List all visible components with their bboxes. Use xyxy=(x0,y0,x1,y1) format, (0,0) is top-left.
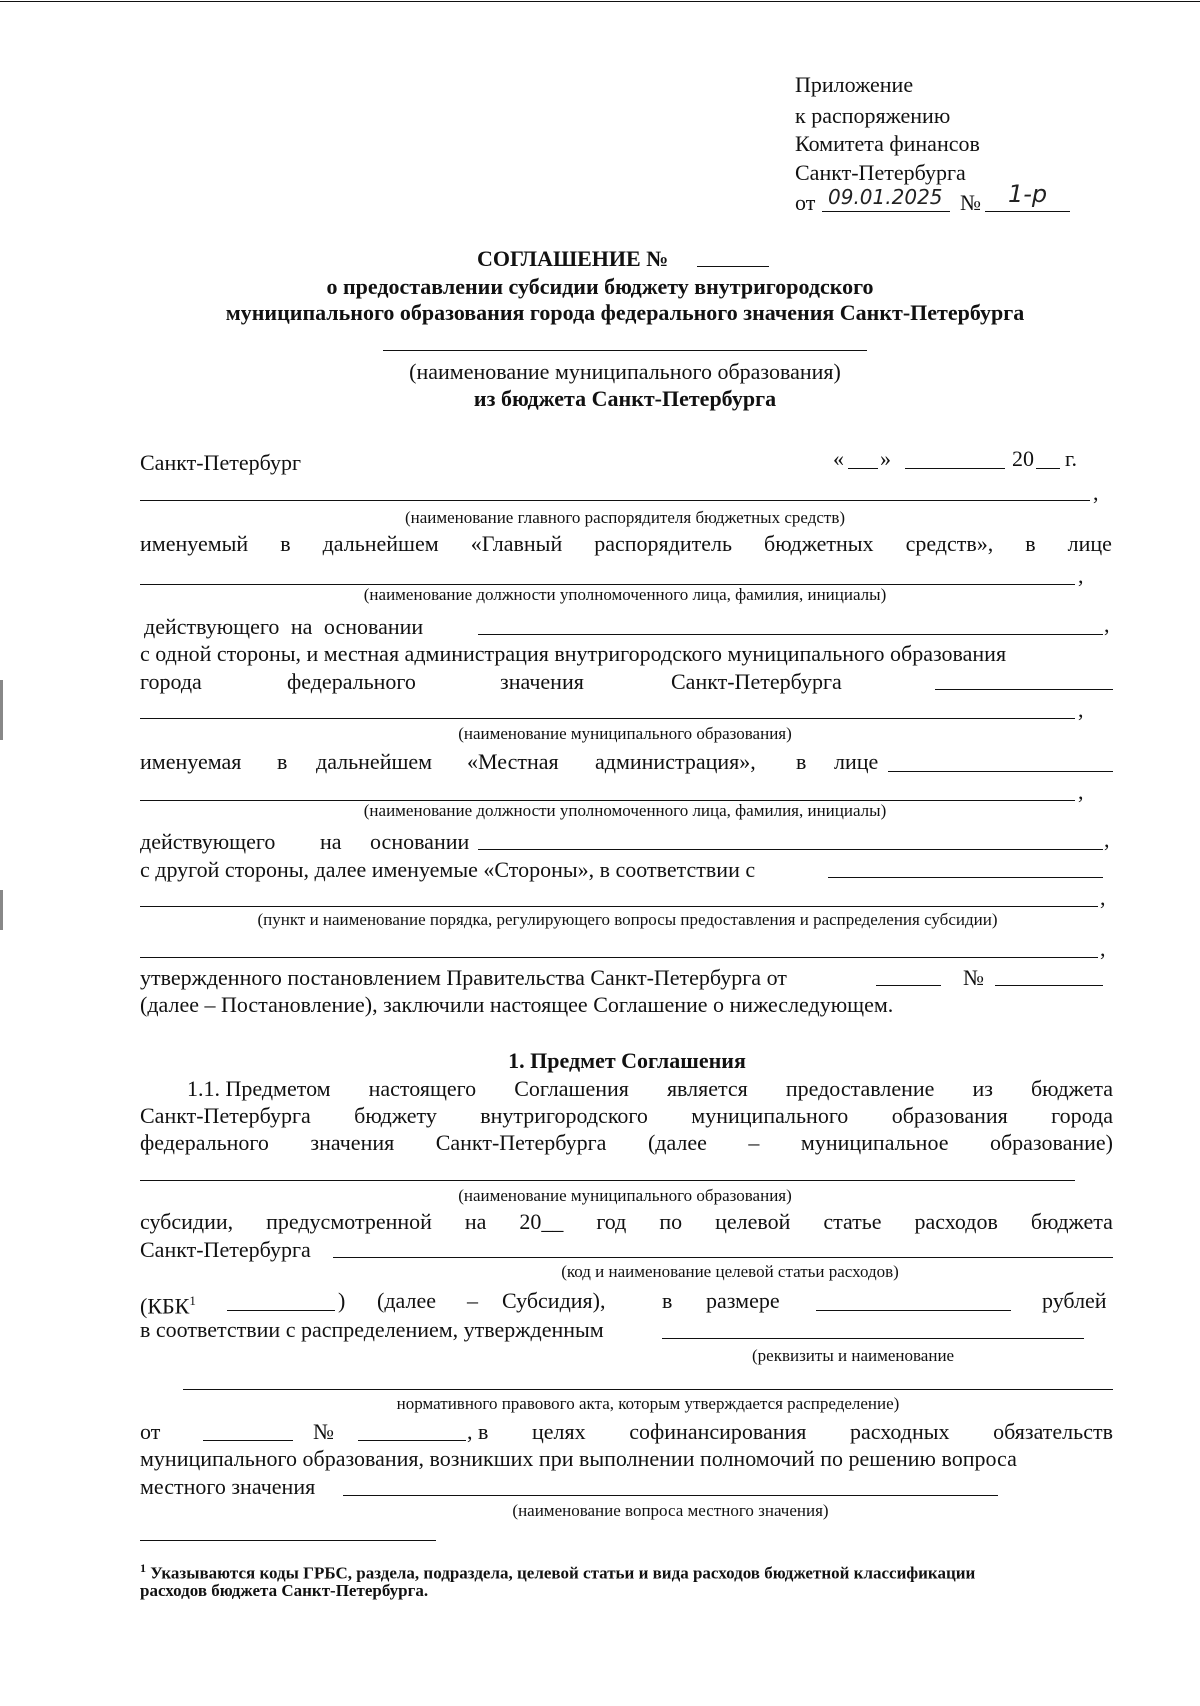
approved-date-blank xyxy=(876,985,941,986)
section-1-p3 xyxy=(140,1130,1113,1156)
city-mo-comma: , xyxy=(1078,697,1084,722)
named2-w6: в xyxy=(796,749,807,774)
appendix-date-handwritten: 09.01.2025 xyxy=(828,185,943,209)
appendix-number-handwritten: 1-р xyxy=(1008,180,1048,208)
word: федерального xyxy=(140,1130,269,1155)
word: муниципальное xyxy=(800,1130,949,1155)
word: лице xyxy=(1067,531,1112,556)
order-caption: (пункт и наименование порядка, регулирующего вопросы предоставления и распределения субсидии) xyxy=(257,910,998,929)
word: из xyxy=(972,1076,993,1101)
appendix-line-1: Приложение xyxy=(795,72,914,97)
word: является xyxy=(666,1076,748,1101)
npa-caption: нормативного правового акта, которым утверждается распределение) xyxy=(396,1394,900,1413)
p8-ot: от xyxy=(140,1419,161,1444)
order-comma-1: , xyxy=(1100,885,1106,910)
word: год xyxy=(596,1209,627,1234)
word: Соглашения xyxy=(514,1076,629,1101)
section-1-p8-rest xyxy=(467,1419,1113,1445)
city-w4: Санкт-Петербурга xyxy=(671,669,842,694)
city-mo-blank-2 xyxy=(140,718,1075,719)
word: значения xyxy=(310,1130,395,1155)
word: софинансирования xyxy=(629,1419,807,1444)
official-2-blank-1 xyxy=(888,771,1113,772)
word: именуемый xyxy=(140,531,249,556)
other-side-blank-1 xyxy=(828,877,1103,878)
requisites-blank xyxy=(662,1338,1084,1339)
acting-1-blank xyxy=(478,634,1103,635)
named2-w2: в xyxy=(277,749,288,774)
grbs-comma: , xyxy=(1093,480,1099,505)
approved-number-blank xyxy=(995,985,1103,986)
word: образования xyxy=(891,1103,1008,1128)
appendix-number-line xyxy=(985,211,1070,212)
kbk-text: (КБК xyxy=(140,1293,190,1319)
word: бюджета xyxy=(1030,1076,1113,1101)
named2-w3: дальнейшем xyxy=(316,749,433,774)
date-quote-close: » xyxy=(880,446,891,471)
rubles-label: рублей xyxy=(1042,1288,1107,1313)
named-grbs-line xyxy=(140,531,1112,557)
amount-blank xyxy=(816,1310,1011,1311)
approved-number-sign: № xyxy=(963,965,984,990)
footnote-separator xyxy=(140,1540,436,1541)
title-line-4: из бюджета Санкт-Петербурга xyxy=(473,386,777,411)
named2-w5: администрация», xyxy=(595,749,756,774)
appendix-ot: от xyxy=(795,190,816,215)
word: предоставление xyxy=(785,1076,935,1101)
word: , в xyxy=(467,1419,489,1444)
word: Санкт-Петербурга xyxy=(435,1130,607,1155)
named2-w1: именуемая xyxy=(140,749,242,774)
date-month-line xyxy=(905,468,1005,469)
p6-w5: размере xyxy=(706,1288,780,1313)
acting-2-blank xyxy=(478,849,1103,850)
named2-w7: лице xyxy=(834,749,879,774)
p6-w1: (далее xyxy=(377,1288,436,1313)
word: обязательств xyxy=(993,1419,1113,1444)
footnote-ref: 1 xyxy=(189,1293,196,1308)
p8-date-blank xyxy=(203,1440,293,1441)
word: бюджета xyxy=(1030,1209,1113,1234)
named2-w4: «Местная xyxy=(467,749,559,774)
word: на xyxy=(464,1209,487,1234)
kbk-close: ) xyxy=(338,1288,346,1313)
approved-text: утвержденного постановлением Правительства Санкт-Петербурга от xyxy=(140,965,787,990)
p6-w3: Субсидия), xyxy=(502,1288,606,1313)
local-issue-blank xyxy=(343,1495,998,1496)
acting2-w2: на xyxy=(320,829,342,854)
word: распорядитель xyxy=(594,531,732,556)
grbs-blank xyxy=(140,500,1090,501)
city-w3: значения xyxy=(500,669,584,694)
place-city: Санкт-Петербург xyxy=(140,450,301,475)
word: субсидии, xyxy=(140,1209,234,1234)
city-mo-blank-1 xyxy=(935,689,1113,690)
other-side-text: с другой стороны, далее именуемые «Стороны», в соответствии с xyxy=(140,857,756,882)
date-year-prefix: 20 xyxy=(1012,446,1034,471)
section-1-p5: Санкт-Петербурга xyxy=(140,1237,311,1262)
target-article-blank xyxy=(333,1257,1113,1258)
scan-edge-mark xyxy=(0,890,3,930)
word: статье xyxy=(823,1209,882,1234)
local-issue-caption: (наименование вопроса местного значения) xyxy=(512,1501,829,1520)
date-day-line xyxy=(848,468,878,469)
section-1-p4 xyxy=(140,1209,1113,1235)
scan-edge-mark xyxy=(0,680,3,740)
appendix-date-line xyxy=(822,211,950,212)
scan-top-edge xyxy=(0,1,1200,2)
word: города xyxy=(1051,1103,1113,1128)
acting2-w3: основании xyxy=(370,829,470,854)
footnote-text-1 xyxy=(140,1558,975,1584)
appendix-line-2: к распоряжению xyxy=(795,103,951,128)
acting-1-comma: , xyxy=(1104,612,1110,637)
section-1-p7: в соответствии с распределением, утвержденным xyxy=(140,1317,604,1342)
kbk-label xyxy=(140,1288,196,1319)
one-side-text: с одной стороны, и местная администрация внутригородского муниципального образования xyxy=(140,641,1007,666)
footnote-line-1: Указываются коды ГРБС, раздела, подраздела, целевой статьи и вида расходов бюджетной классификации xyxy=(150,1563,976,1583)
word: расходных xyxy=(850,1419,950,1444)
word: целевой xyxy=(715,1209,791,1234)
official-2-comma: , xyxy=(1078,779,1084,804)
official-1-caption: (наименование должности уполномоченного лица, фамилия, инициалы) xyxy=(363,585,887,604)
word: в xyxy=(1025,531,1036,556)
word: целях xyxy=(532,1419,586,1444)
p6-w4: в xyxy=(662,1288,673,1313)
word: «Главный xyxy=(470,531,563,556)
word: (далее xyxy=(647,1130,707,1155)
word: настоящего xyxy=(368,1076,477,1101)
section-1-p10: местного значения xyxy=(140,1474,316,1499)
appendix-line-3: Комитета финансов xyxy=(795,131,980,156)
date-year-suffix: г. xyxy=(1065,446,1078,471)
agreement-number-line xyxy=(697,266,769,267)
acting2-w1: действующего xyxy=(140,829,276,854)
hereinafter-text: (далее – Постановление), заключили настоящее Соглашение о нижеследующем. xyxy=(140,992,894,1017)
section-1-p2 xyxy=(140,1103,1113,1129)
acting-2-comma: , xyxy=(1104,827,1110,852)
footnote-mark: 1 xyxy=(140,1561,146,1575)
p8-number-sign: № xyxy=(313,1419,334,1444)
mo-caption-3: (наименование муниципального образования) xyxy=(458,1186,792,1205)
title-line-3: муниципального образования города федерального значения Санкт-Петербурга xyxy=(225,300,1025,325)
word: Санкт-Петербурга xyxy=(140,1103,311,1128)
official-2-caption: (наименование должности уполномоченного лица, фамилия, инициалы) xyxy=(363,801,887,820)
acting-1-text: действующего на основании xyxy=(144,614,424,639)
appendix-line-4: Санкт-Петербурга xyxy=(795,160,966,185)
order-comma-2: , xyxy=(1100,936,1106,961)
section-1-p1 xyxy=(187,1076,1113,1102)
kbk-blank xyxy=(227,1310,335,1311)
section-1-p9: муниципального образования, возникших при выполнении полномочий по решению вопроса xyxy=(140,1446,1017,1471)
word: в xyxy=(280,531,291,556)
p8-number-blank xyxy=(358,1440,466,1441)
target-article-caption: (код и наименование целевой статьи расходов) xyxy=(561,1262,899,1281)
word: муниципального xyxy=(691,1103,849,1128)
word: внутригородского xyxy=(480,1103,648,1128)
word: бюджетных xyxy=(764,531,874,556)
order-blank-3 xyxy=(140,957,1098,958)
p6-w2: – xyxy=(467,1288,478,1313)
mo-blank-3 xyxy=(140,1180,1075,1181)
requisites-caption: (реквизиты и наименование xyxy=(752,1346,955,1365)
date-quote-open: « xyxy=(833,446,844,471)
footnote-text-2: расходов бюджета Санкт-Петербурга. xyxy=(140,1581,429,1600)
section-1-heading: 1. Предмет Соглашения xyxy=(508,1048,746,1073)
word: бюджету xyxy=(354,1103,437,1128)
agreement-title: СОГЛАШЕНИЕ № xyxy=(477,246,669,271)
word: расходов xyxy=(914,1209,998,1234)
word: предусмотренной xyxy=(266,1209,432,1234)
npa-blank xyxy=(183,1389,1113,1390)
word: 1.1. Предметом xyxy=(187,1076,331,1101)
title-mo-caption: (наименование муниципального образования) xyxy=(409,359,841,384)
official-1-comma: , xyxy=(1078,563,1084,588)
word: 20__ xyxy=(519,1209,564,1234)
title-mo-blank xyxy=(383,350,867,351)
mo-caption-2: (наименование муниципального образования) xyxy=(458,724,792,743)
word: дальнейшем xyxy=(322,531,439,556)
word: средств», xyxy=(905,531,994,556)
title-line-2: о предоставлении субсидии бюджету внутригородского xyxy=(326,274,874,299)
order-blank-2 xyxy=(140,906,1098,907)
grbs-caption: (наименование главного распорядителя бюджетных средств) xyxy=(404,508,846,527)
word: – xyxy=(748,1130,760,1155)
city-w2: федерального xyxy=(287,669,416,694)
city-w1: города xyxy=(140,669,202,694)
word: образование) xyxy=(989,1130,1113,1155)
word: по xyxy=(659,1209,683,1234)
appendix-number-sign: № xyxy=(960,190,981,215)
date-year-line xyxy=(1036,468,1060,469)
